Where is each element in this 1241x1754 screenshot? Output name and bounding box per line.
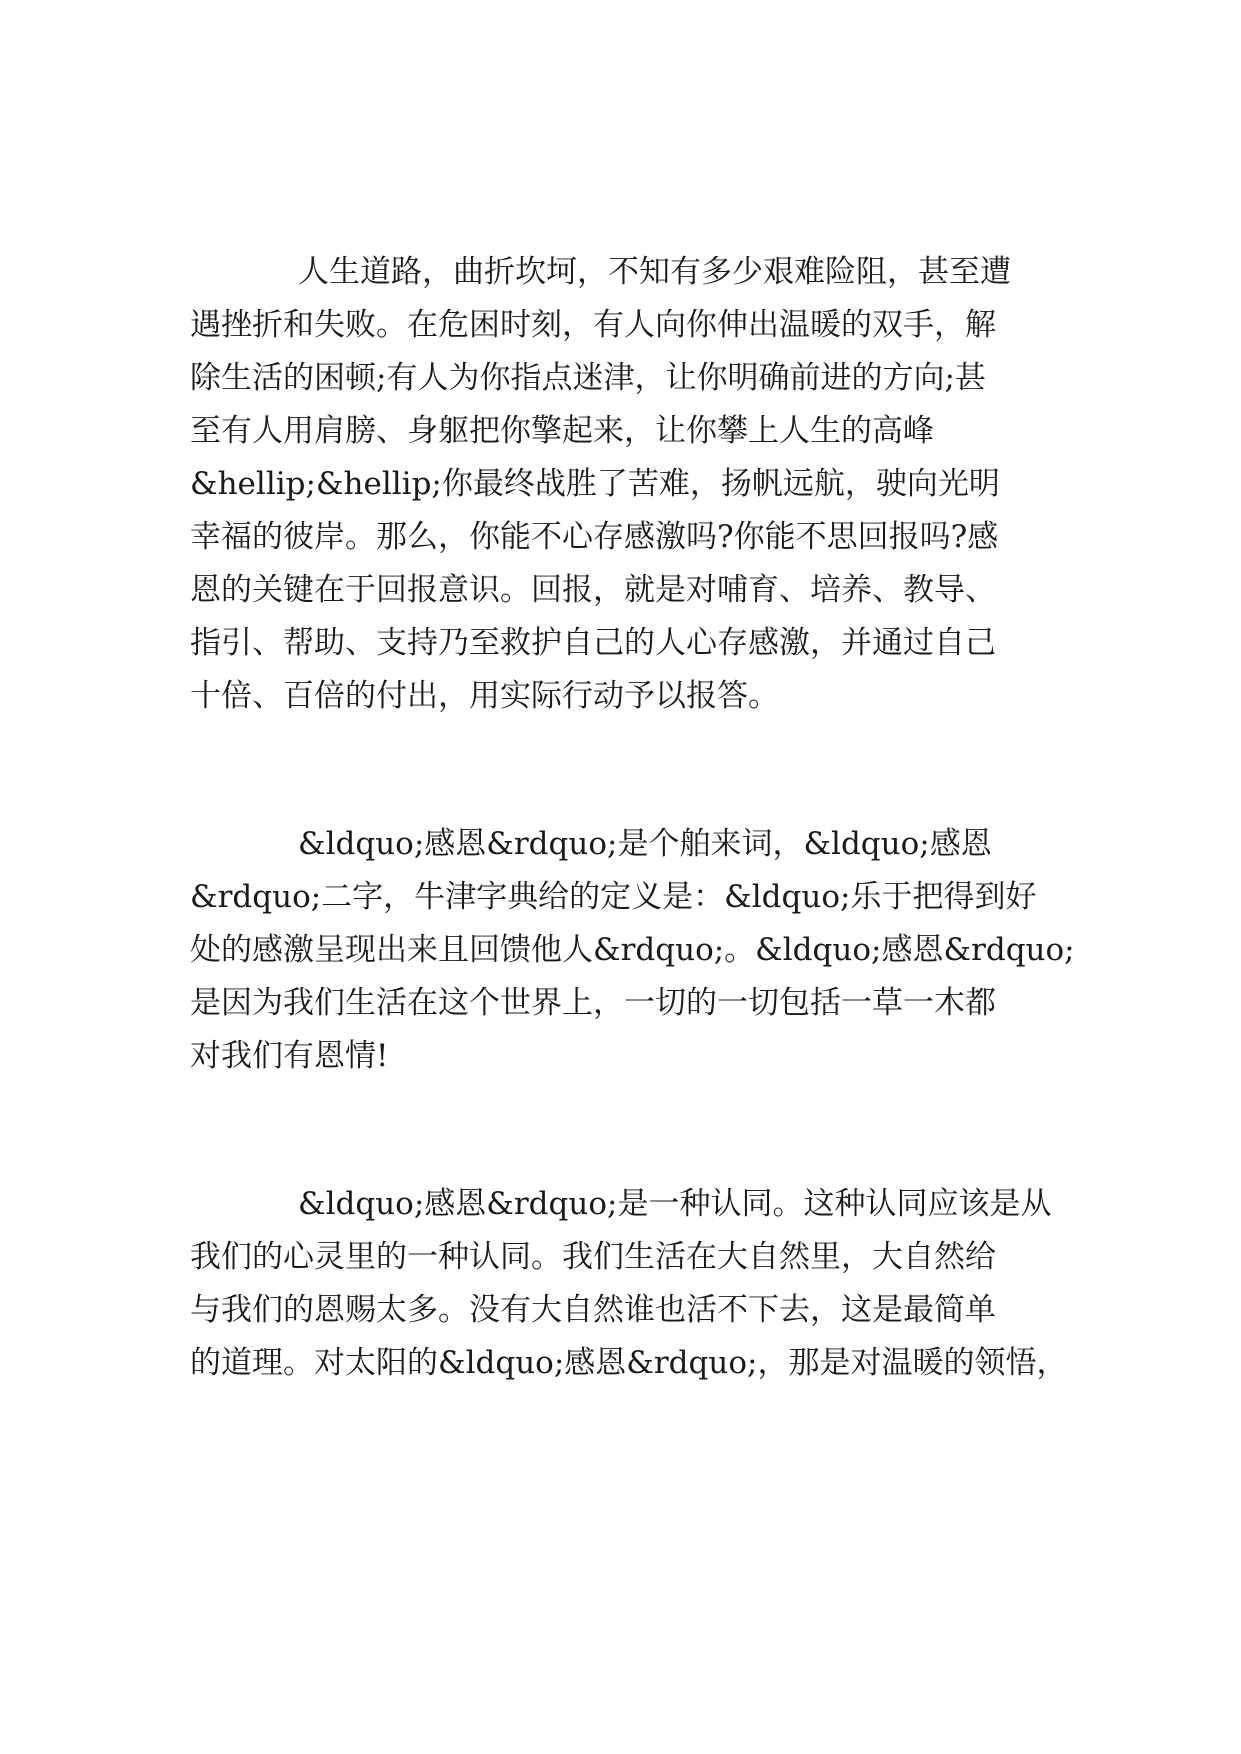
paragraph-line: 恩的关键在于回报意识。回报，就是对哺育、培养、教导、 <box>190 572 996 608</box>
paragraph-line: 处的感激呈现出来且回馈他人&rdquo;。&ldquo;感恩&rdquo; <box>190 932 1075 968</box>
paragraph-line: 至有人用肩膀、身躯把你擎起来，让你攀上人生的高峰 <box>190 413 934 449</box>
paragraph-line: &hellip;&hellip;你最终战胜了苦难，扬帆远航，驶向光明 <box>190 466 1000 502</box>
paragraph-line: 遇挫折和失败。在危困时刻，有人向你伸出温暖的双手，解 <box>190 307 996 343</box>
paragraph-line: 幸福的彼岸。那么，你能不心存感激吗?你能不思回报吗?感 <box>190 519 999 555</box>
paragraph-line: 我们的心灵里的一种认同。我们生活在大自然里，大自然给 <box>190 1239 996 1275</box>
paragraph-line: &ldquo;感恩&rdquo;是一种认同。这种认同应该是从 <box>298 1186 1052 1222</box>
paragraph-line: &rdquo;二字，牛津字典给的定义是：&ldquo;乐于把得到好 <box>190 879 1037 915</box>
paragraph-line: 十倍、百倍的付出，用实际行动予以报答。 <box>190 678 779 714</box>
paragraph-line: 人生道路，曲折坎坷，不知有多少艰难险阻，甚至遭 <box>298 254 1011 290</box>
paragraph-line: 对我们有恩情! <box>190 1038 389 1074</box>
paragraph-line: 是因为我们生活在这个世界上，一切的一切包括一草一木都 <box>190 985 996 1021</box>
paragraph-line: 与我们的恩赐太多。没有大自然谁也活不下去，这是最简单 <box>190 1292 996 1328</box>
paragraph-line: 除生活的困顿;有人为你指点迷津，让你明确前进的方向;甚 <box>190 360 986 396</box>
paragraph-line: 的道理。对太阳的&ldquo;感恩&rdquo;，那是对温暖的领悟， <box>190 1345 1068 1381</box>
paragraph-line: &ldquo;感恩&rdquo;是个舶来词，&ldquo;感恩 <box>298 826 992 862</box>
paragraph-line: 指引、帮助、支持乃至救护自己的人心存感激，并通过自己 <box>190 625 996 661</box>
